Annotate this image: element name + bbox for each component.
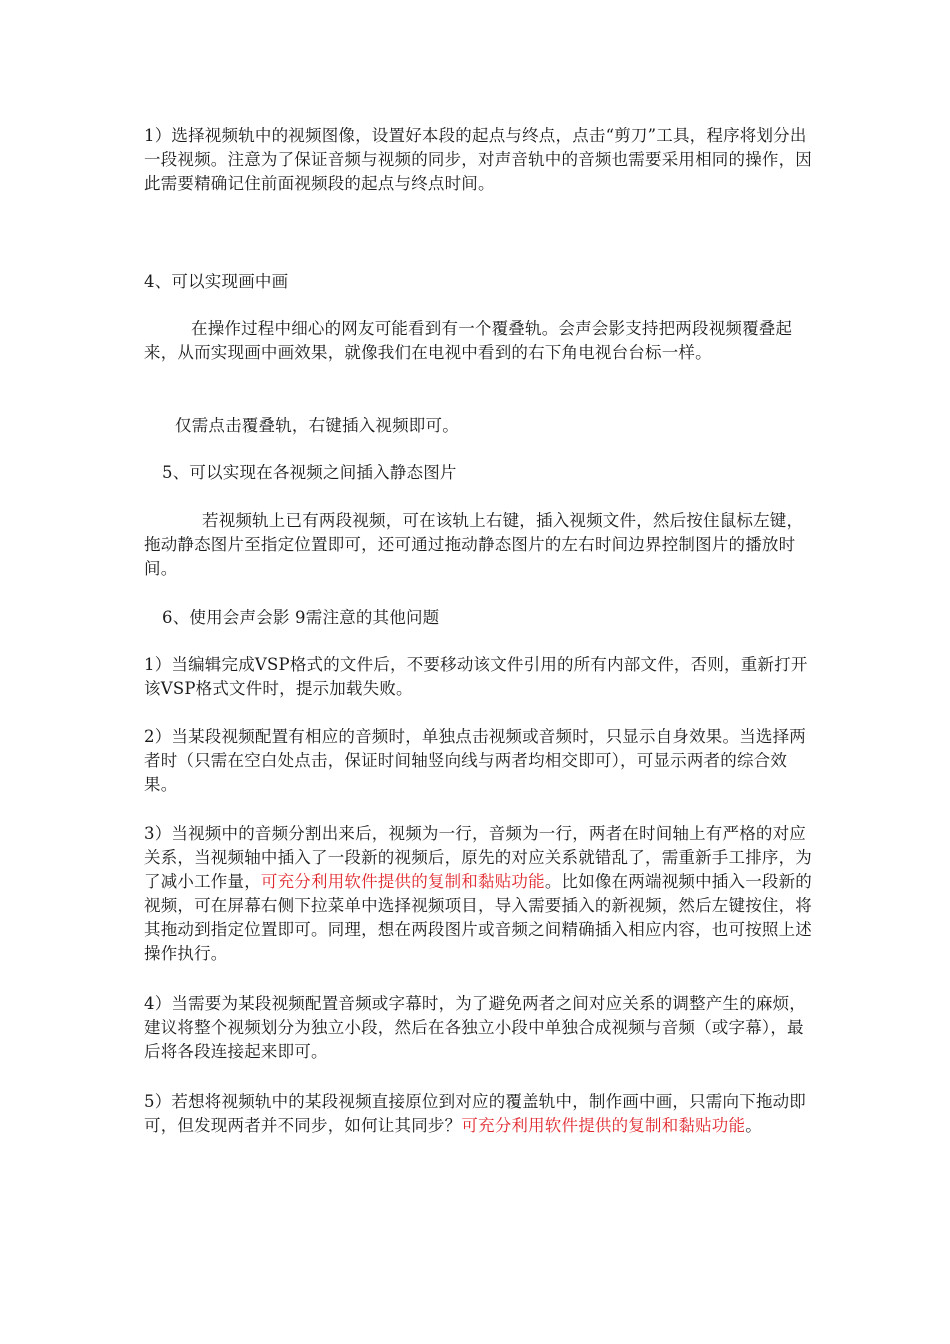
heading-section-4: [144, 270, 812, 294]
paragraph-text: 3）当视频中的音频分割出来后，视频为一行，音频为一行，两者在时间轴上有严格的对应关系，当视频轴中插入了一段新的视频后，原先的对应关系就错乱了，需重新手工排序，为了减小工作量，: [144, 824, 812, 891]
paragraph-text: 若视频轨上已有两段视频，可在该轨上右键，插入视频文件，然后按住鼠标左键，拖动静态图片至指定位置即可，还可通过拖动静态图片的左右时间边界控制图片的播放时间。: [144, 511, 804, 578]
paragraph-insert-video: [144, 414, 812, 438]
paragraph-text: 仅需点击覆叠轨，右键插入视频即可。: [175, 416, 459, 435]
heading-text: 5、可以实现在各视频之间插入静态图片: [162, 463, 457, 482]
paragraph-text: 4）当需要为某段视频配置音频或字幕时，为了避免两者之间对应关系的调整产生的麻烦，建议将整个视频划分为独立小段，然后在各独立小段中单独合成视频与音频（或字幕），最后将各段连接起来即可。: [144, 994, 806, 1061]
paragraph-note-1: [144, 653, 812, 701]
heading-text: 6、使用会声会影 9需注意的其他问题: [162, 608, 440, 627]
paragraph-text: 。: [745, 1116, 762, 1135]
highlight-copy-paste: 可充分利用软件提供的复制和黏贴功能: [461, 1116, 746, 1135]
paragraph-text: 在操作过程中细心的网友可能看到有一个覆叠轨。会声会影支持把两段视频覆叠起来，从而实现画中画效果，就像我们在电视中看到的右下角电视台台标一样。: [144, 319, 793, 362]
heading-section-5: [144, 461, 812, 485]
paragraph-overlay-track: [144, 317, 812, 365]
paragraph-note-4: [144, 992, 812, 1064]
paragraph-text: 5）若想将视频轨中的某段视频直接原位到对应的覆盖轨中，制作画中画，只需向下拖动即可，但发现两者并不同步，如何让其同步？: [144, 1092, 806, 1135]
paragraph-static-image: [144, 509, 812, 581]
heading-text: 4、可以实现画中画: [144, 272, 289, 291]
paragraph-text: 1）选择视频轨中的视频图像，设置好本段的起点与终点，点击“剪刀”工具，程序将划分出一段视频。注意为了保证音频与视频的同步，对声音轨中的音频也需要采用相同的操作，因此需要精确记住前面视频段的起点与终点时间。: [144, 126, 812, 193]
paragraph-note-5: [144, 1090, 812, 1138]
heading-section-6: [144, 606, 812, 630]
paragraph-text: 1）当编辑完成VSP格式的文件后，不要移动该文件引用的所有内部文件，否则，重新打开该VSP格式文件时，提示加载失败。: [144, 655, 808, 698]
paragraph-note-3: [144, 822, 812, 966]
paragraph-text: 。比如像在两端视频中插入一段新的视频，可在屏幕右侧下拉菜单中选择视频项目，导入需要插入的新视频，然后左键按住，将其拖动到指定位置即可。同理，想在两段图片或音频之间精确插入相应内容，也可按照上述操作执行。: [144, 872, 813, 963]
paragraph-note-2: [144, 725, 812, 797]
highlight-copy-paste: 可充分利用软件提供的复制和黏贴功能: [260, 872, 545, 891]
paragraph-text: 2）当某段视频配置有相应的音频时，单独点击视频或音频时，只显示自身效果。当选择两者时（只需在空白处点击，保证时间轴竖向线与两者均相交即可），可显示两者的综合效果。: [144, 727, 806, 794]
paragraph-step-1: [144, 124, 812, 196]
